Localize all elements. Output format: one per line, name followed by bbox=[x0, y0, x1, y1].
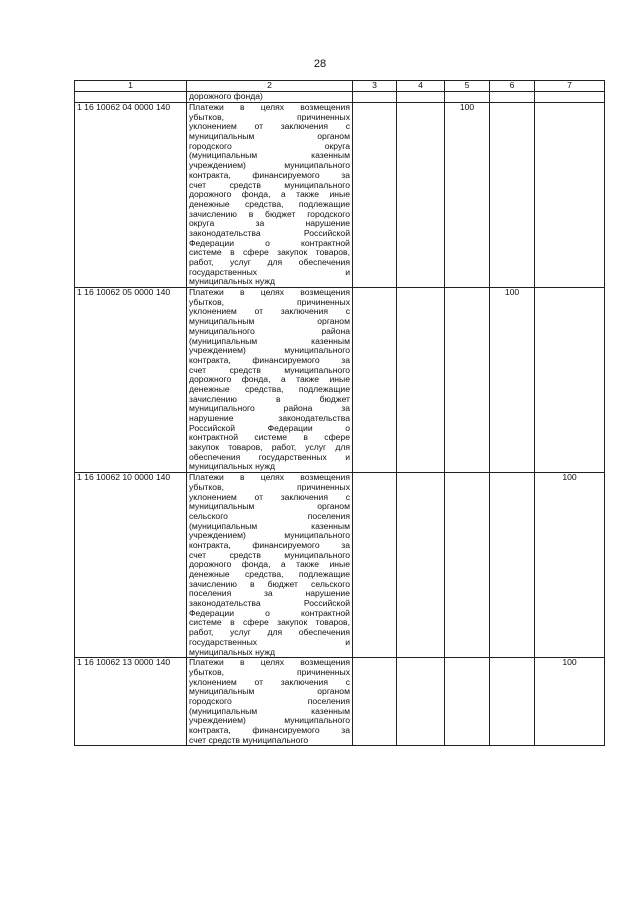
budget-code: 1 16 10062 10 0000 140 bbox=[75, 473, 187, 658]
description-line: зачислению в бюджет городского bbox=[189, 208, 350, 219]
description-line: муниципального района за bbox=[189, 403, 350, 414]
description-line: муниципального района bbox=[189, 325, 350, 336]
description-line: системе в сфере закупок товаров, bbox=[189, 617, 350, 628]
description-line: уклонением от заключения с bbox=[189, 676, 350, 687]
share-cell-c7: 100 bbox=[535, 658, 605, 746]
share-cell-c5 bbox=[445, 288, 490, 473]
description-line: денежные средства, подлежащие bbox=[189, 198, 350, 209]
continuation-row bbox=[75, 92, 605, 103]
description-line: учреждением) муниципального bbox=[189, 530, 350, 541]
description-line: убытков, причиненных bbox=[189, 481, 350, 492]
description-line: (муниципальным казенным bbox=[189, 335, 350, 346]
budget-code: 1 16 10062 13 0000 140 bbox=[75, 658, 187, 746]
share-cell-c5 bbox=[445, 658, 490, 746]
description-line: обеспечения государственных и bbox=[189, 451, 350, 462]
description-line: контракта, финансируемого за bbox=[189, 169, 350, 180]
description-line: округа за нарушение bbox=[189, 218, 350, 229]
description-line: нарушение законодательства bbox=[189, 413, 350, 423]
description-line: Федерации о контрактной bbox=[189, 237, 350, 248]
description-line: учреждением) муниципального bbox=[189, 345, 350, 356]
description-line: контракта, финансируемого за bbox=[189, 725, 350, 735]
description-line: убытков, причиненных bbox=[189, 296, 350, 307]
share-cell-c7 bbox=[535, 103, 605, 288]
revenue-table bbox=[74, 80, 605, 746]
share-cell-c6 bbox=[490, 103, 535, 288]
share-cell-c3 bbox=[353, 473, 397, 658]
column-header-3: 3 bbox=[353, 81, 397, 92]
description-line: контракта, финансируемого за bbox=[189, 354, 350, 365]
description-line: учреждением) муниципального bbox=[189, 160, 350, 171]
column-header-4: 4 bbox=[397, 81, 445, 92]
description-line: работ, услуг для обеспечения bbox=[189, 257, 350, 267]
description-line: городского поселения bbox=[189, 695, 350, 706]
description-line: системе в сфере закупок товаров, bbox=[189, 247, 350, 258]
description-line: муниципальных нужд bbox=[189, 276, 276, 287]
share-cell-c3 bbox=[353, 288, 397, 473]
description-line: поселения за нарушение bbox=[189, 588, 350, 599]
description-line: муниципальных нужд bbox=[189, 461, 276, 472]
description-line: счет средств муниципального bbox=[189, 364, 350, 375]
description-line: денежные средства, подлежащие bbox=[189, 569, 350, 579]
table-row bbox=[75, 103, 605, 288]
description-line: убытков, причиненных bbox=[189, 666, 350, 677]
description-line: зачислению в бюджет bbox=[189, 393, 350, 404]
description-line: контрактной системе в сфере bbox=[189, 432, 350, 443]
share-cell-c4 bbox=[397, 658, 445, 746]
income-description bbox=[187, 288, 353, 473]
share-cell-c5 bbox=[445, 473, 490, 658]
description-line: законодательства Российской bbox=[189, 227, 350, 238]
table-header-row bbox=[75, 81, 605, 92]
share-cell-c7: 100 bbox=[535, 473, 605, 658]
share-cell-c5: 100 bbox=[445, 103, 490, 288]
share-cell-c6: 100 bbox=[490, 288, 535, 473]
description-line: муниципальным органом bbox=[189, 316, 350, 327]
description-line: Федерации о контрактной bbox=[189, 607, 350, 618]
share-cell-c3 bbox=[353, 103, 397, 288]
description-line: работ, услуг для обеспечения bbox=[189, 627, 350, 638]
description-line: муниципальным органом bbox=[189, 131, 350, 142]
description-line: закупок товаров, работ, услуг для bbox=[189, 442, 350, 453]
description-line: убытков, причиненных bbox=[189, 111, 350, 122]
description-line: государственных и bbox=[189, 266, 350, 277]
description-line: дорожного фонда, а также иные bbox=[189, 559, 350, 570]
share-cell-c4 bbox=[397, 288, 445, 473]
description-line: Платежи в целях возмещения bbox=[189, 657, 350, 668]
description-line: счет средств муниципального bbox=[189, 179, 350, 190]
share-cell-c4 bbox=[397, 103, 445, 288]
income-description bbox=[187, 103, 353, 288]
column-header-7: 7 bbox=[535, 81, 605, 92]
description-line: дорожного фонда, а также иные bbox=[189, 374, 350, 385]
description-line: денежные средства, подлежащие bbox=[189, 383, 350, 394]
description-line: законодательства Российской bbox=[189, 598, 350, 609]
share-cell-c4 bbox=[397, 473, 445, 658]
share-cell-c7 bbox=[535, 288, 605, 473]
table-row bbox=[75, 658, 605, 746]
column-header-6: 6 bbox=[490, 81, 535, 92]
description-line: зачислению в бюджет сельского bbox=[189, 578, 350, 589]
description-line: счет средств муниципального bbox=[189, 734, 309, 745]
description-line: уклонением от заключения с bbox=[189, 306, 350, 317]
description-line: (муниципальным казенным bbox=[189, 150, 350, 161]
description-line: Платежи в целях возмещения bbox=[189, 287, 350, 298]
share-cell-c6 bbox=[490, 658, 535, 746]
description-line: муниципальных нужд bbox=[189, 646, 276, 657]
description-line: муниципальным органом bbox=[189, 686, 350, 697]
table-row bbox=[75, 473, 605, 658]
description-line: муниципальным органом bbox=[189, 501, 350, 512]
description-line: государственных и bbox=[189, 636, 350, 647]
page-number: 28 bbox=[313, 58, 327, 70]
description-line: уклонением от заключения с bbox=[189, 491, 350, 502]
description-line: (муниципальным казенным bbox=[189, 520, 350, 531]
description-line: городского округа bbox=[189, 140, 350, 151]
column-header-5: 5 bbox=[445, 81, 490, 92]
description-line: дорожного фонда, а также иные bbox=[189, 189, 350, 200]
income-description bbox=[187, 473, 353, 658]
share-cell-c6 bbox=[490, 473, 535, 658]
continuation-text: дорожного фонда) bbox=[187, 92, 353, 103]
description-line: Платежи в целях возмещения bbox=[189, 472, 350, 483]
budget-code: 1 16 10062 04 0000 140 bbox=[75, 103, 187, 288]
description-line: (муниципальным казенным bbox=[189, 705, 350, 716]
income-description bbox=[187, 658, 353, 746]
description-line: счет средств муниципального bbox=[189, 549, 350, 560]
column-header-1: 1 bbox=[75, 81, 187, 92]
description-line: Платежи в целях возмещения bbox=[189, 102, 350, 112]
description-line: сельского поселения bbox=[189, 510, 350, 521]
table-row bbox=[75, 288, 605, 473]
description-line: учреждением) муниципального bbox=[189, 715, 350, 726]
description-line: Российской Федерации о bbox=[189, 422, 350, 433]
description-line: уклонением от заключения с bbox=[189, 121, 350, 132]
description-line: контракта, финансируемого за bbox=[189, 539, 350, 550]
budget-code: 1 16 10062 05 0000 140 bbox=[75, 288, 187, 473]
column-header-2: 2 bbox=[187, 81, 353, 92]
share-cell-c3 bbox=[353, 658, 397, 746]
